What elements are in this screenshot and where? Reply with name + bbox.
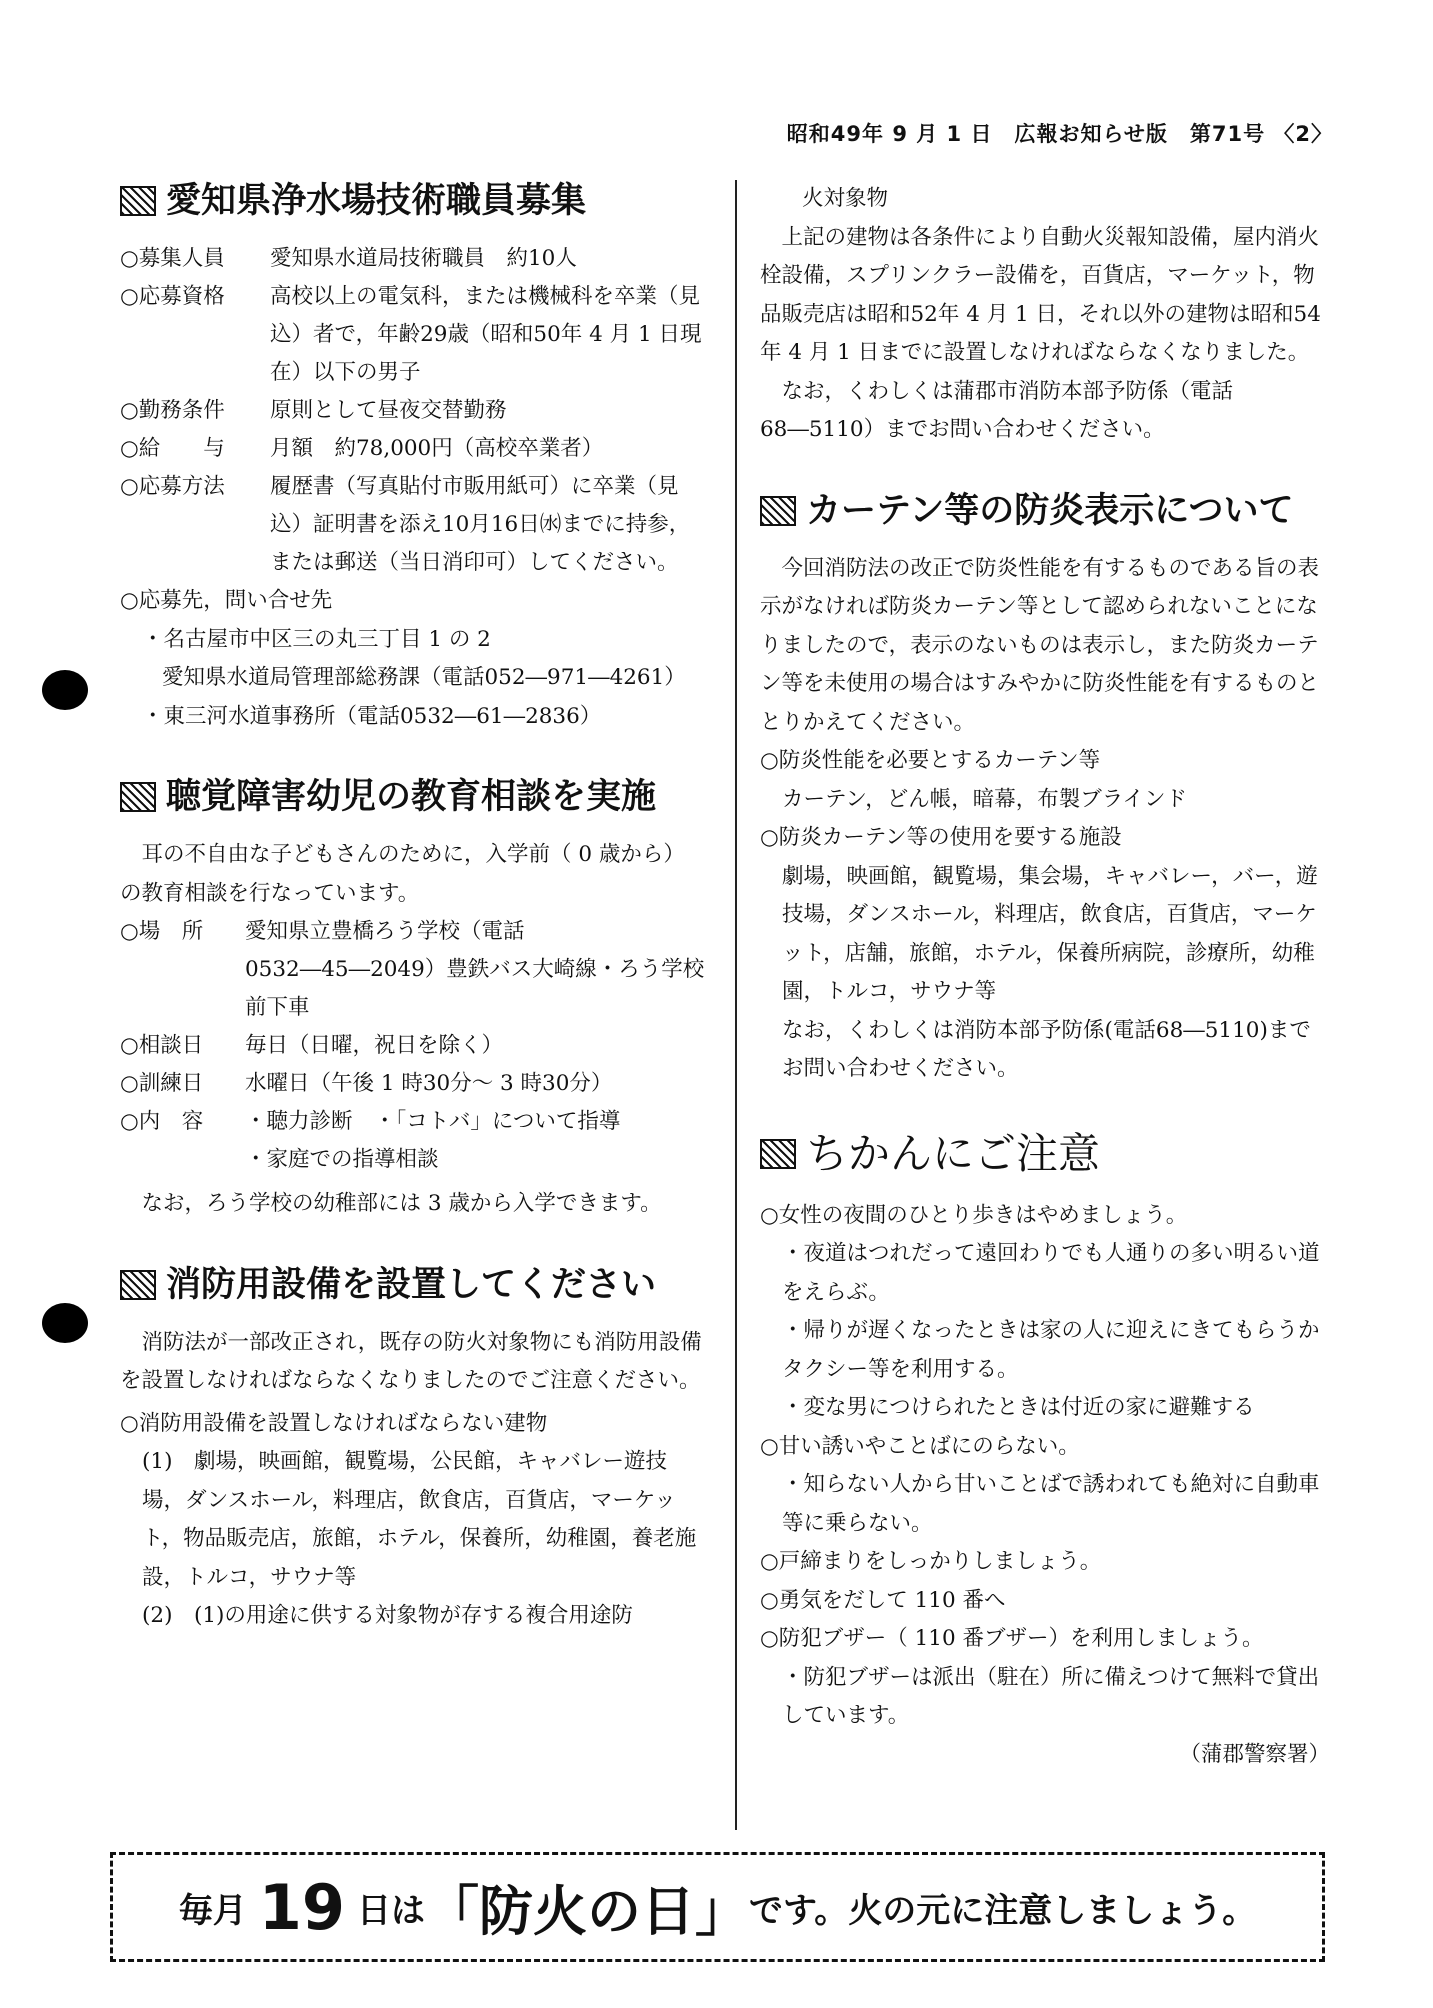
info-row: ・家庭での指導相談 [245,1147,439,1172]
punch-hole-top [42,670,88,710]
banner-day-number: 19 [258,1870,345,1944]
banner-text: です。火の元に注意しましょう。 [749,1890,1257,1931]
list-label: ○甘い誘いやことばにのらない。 [760,1433,1080,1459]
note-text: なお，ろう学校の幼稚部には 3 歳から入学できます。 [141,1191,662,1216]
section-title: カーテン等の防炎表示について [760,490,1330,532]
right-column [760,180,1330,1814]
list-text: 劇場，映画館，観覧場，集会場，キャバレー，バー，遊技場，ダンスホール，料理店，飲食店，百貨店，マーケット，店舗，旅館，ホテル，保養所病院，診療所，幼稚園，トルコ，サウナ等 [782,863,1318,1004]
list-label: ○勇気をだして 110 番へ [760,1587,1006,1613]
contact-office: 愛知県水道局管理部総務課（電話052―971―4261） [162,665,686,690]
punch-hole-bottom [42,1303,88,1343]
list-item: (2) (1)の用途に供する対象物が存する複合用途防 [142,1603,633,1628]
list-item: ・防犯ブザーは派出（駐在）所に備えつけて無料で貸出しています。 [782,1664,1320,1729]
page-header: 昭和49年 9 月 1 日 広報お知らせ版 第71号 〈2〉 [786,122,1333,146]
section-fire-equipment-continued [760,180,1330,450]
section-title: 聴覚障害幼児の教育相談を実施 [120,776,705,818]
intro-text: 今回消防法の改正で防炎性能を有するものである旨の表示がなければ防炎カーテン等として認められないことになりましたので，表示のないものは表示し，また防炎カーテン等を未使用の場合はすみやかに防炎性能を有するものととりかえてください。 [760,555,1320,735]
list-label: ○戸締まりをしっかりしましょう。 [760,1549,1102,1575]
source-credit: （蒲郡警察署） [1179,1741,1330,1767]
intro-text: 消防法が一部改正され，既存の防火対象物にも消防用設備を設置しなければならなくなりましたのでご注意ください。 [120,1329,702,1393]
section-hearing-consultation [120,776,705,1224]
fire-day-banner [110,1852,1325,1962]
note-text: なお，くわしくは消防本部予防係(電話68―5110)までお問い合わせください。 [782,1017,1311,1081]
list-item: ・夜道はつれだって遠回わりでも人通りの多い明るい道をえらぶ。 [782,1241,1320,1305]
intro-text: 耳の不自由な子どもさんのために，入学前（ 0 歳から）の教育相談を行なっています。 [120,842,685,906]
paragraph: 上記の建物は各条件により自動火災報知設備，屋内消火栓設備，スプリンクラー設備を，百貨店，マーケット，物品販売店は昭和52年 4 月 1 日，それ以外の建物は昭和54年 4 月 1 日までに設置しなければならなくなりました。 [760,224,1321,365]
info-row: ○訓練日 水曜日（午後 1 時30分～ 3 時30分） [120,1071,613,1096]
continued-text: 火対象物 [802,186,889,211]
list-item: ・知らない人から甘いことばで誘われても絶対に自動車等に乗らない。 [782,1472,1320,1536]
info-row: ○場 所 愛知県立豊橋ろう学校（電話0532―45―2049）豊鉄バス大崎線・ろう学校前下車 [120,919,705,1020]
list-item: ・帰りが遅くなったときは家の人に迎えにきてもらうかタクシー等を利用する。 [782,1318,1320,1382]
section-title: ちかんにご注意 [760,1129,1330,1179]
section-flameproof-curtains [760,490,1330,1089]
hatch-icon [120,186,156,216]
contact-branch: ・東三河水道事務所（電話0532―61―2836） [142,703,602,729]
info-row: ○内 容 ・聴力診断 ・「コトバ」について指導 [120,1109,621,1134]
banner-main-text: 「防火の日」 [425,1879,749,1943]
banner-text: 日は [357,1890,425,1931]
section-title: 愛知県浄水場技術職員募集 [120,180,705,222]
info-row: ○応募方法 履歴書（写真貼付市販用紙可）に卒業（見込）証明書を添え10月16日㈬までに持参，または郵送（当日消印可）してください。 [120,474,691,575]
hatch-icon [120,782,156,812]
info-row: ○相談日 毎日（日曜，祝日を除く） [120,1033,504,1058]
list-label: ○女性の夜間のひとり歩きはやめましょう。 [760,1202,1188,1228]
section-molester-warning [760,1129,1330,1775]
paragraph: なお，くわしくは蒲郡市消防本部予防係（電話68―5110）までお問い合わせください。 [760,378,1234,442]
section-title: 消防用設備を設置してください [120,1264,705,1306]
list-label: ○消防用設備を設置しなければならない建物 [120,1410,548,1436]
list-label: ○防犯ブザー（ 110 番ブザー）を利用しましょう。 [760,1626,1264,1652]
contact-label: ○応募先，問い合せ先 [120,588,333,613]
contact-address: ・名古屋市中区三の丸三丁目 1 の 2 [142,626,491,652]
info-row: ○勤務条件 原則として昼夜交替勤務 [120,398,507,423]
hatch-icon [760,496,796,526]
list-text: カーテン，どん帳，暗幕，布製ブラインド [782,786,1188,812]
list-item: ・変な男につけられたときは付近の家に避難する [782,1395,1255,1421]
hatch-icon [120,1270,156,1300]
banner-text: 毎月 [178,1890,247,1931]
info-row: ○応募資格 高校以上の電気科，または機械科を卒業（見込）者で，年齢29歳（昭和50年 4 月 1 日現在）以下の男子 [120,284,702,385]
section-fire-equipment [120,1264,705,1636]
info-row: ○給 与 月額 約78,000円（高校卒業者） [120,436,604,461]
left-column [120,180,705,1676]
list-item: (1) 劇場，映画館，観覧場，公民館，キャバレー遊技場，ダンスホール，料理店，飲食店，百貨店，マーケット，物品販売店，旅館，ホテル，保養所，幼稚園，養老施設，トルコ，サウナ等 [142,1449,697,1590]
section-recruitment [120,180,705,736]
list-label: ○防炎性能を必要とするカーテン等 [760,748,1101,773]
hatch-icon [760,1139,796,1169]
info-row: ○募集人員 愛知県水道局技術職員 約10人 [120,246,577,271]
column-divider [735,180,737,1830]
list-label: ○防炎カーテン等の使用を要する施設 [760,825,1122,850]
